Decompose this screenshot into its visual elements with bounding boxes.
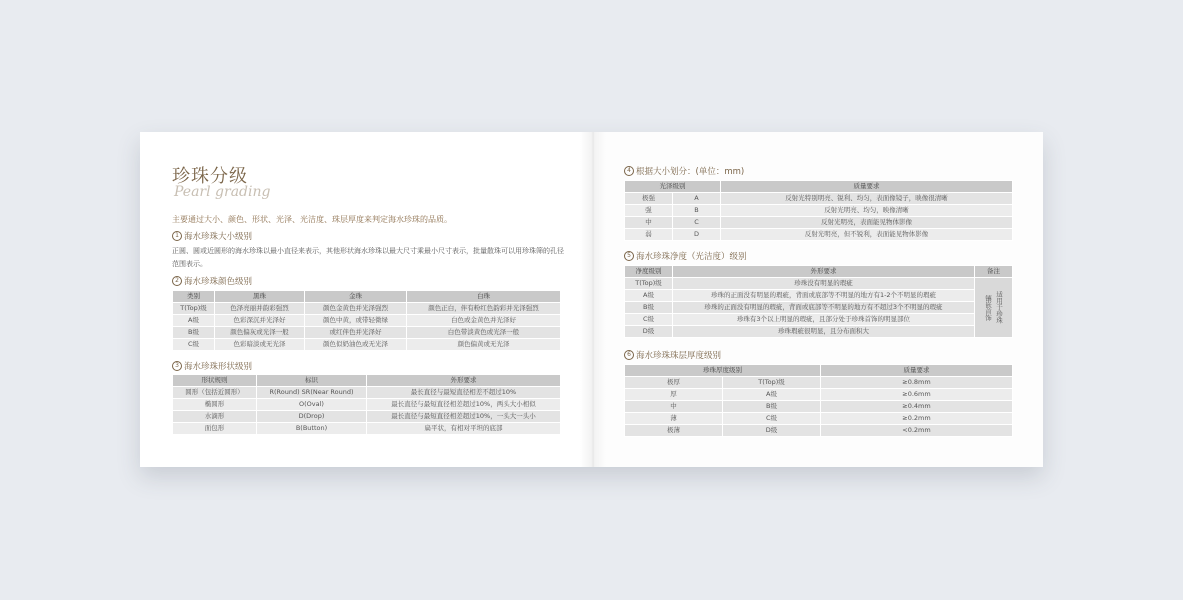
table-cell: 珍珠的正面没有明显的瑕疵，背面或底部等不明显的地方有不超过3个不明显的瑕疵	[673, 302, 975, 314]
table-header-cell: 形状规则	[173, 375, 257, 387]
circled-number: 6	[624, 350, 634, 360]
remark-text: 镶嵌首饰	[984, 294, 992, 321]
table-cell: 珍珠有3个以上明显的瑕疵，且部分处于珍珠首饰的明显部位	[673, 314, 975, 326]
table-cell: 最长直径与最短直径相差超过10%，两头大小相似	[367, 399, 561, 411]
table-cell: C	[673, 217, 721, 229]
table-cell: 椭圆形	[173, 399, 257, 411]
circled-number: 1	[172, 231, 182, 241]
table-cell: D	[673, 229, 721, 241]
table-cell: 水滴形	[173, 411, 257, 423]
table-row	[173, 315, 561, 327]
table-header-cell: 外形要求	[673, 266, 975, 278]
right-page	[593, 132, 1043, 467]
table-cell: 色彩深沉并光泽好	[215, 315, 305, 327]
table-cell: 极厚	[625, 377, 723, 389]
thickness-grade-table	[624, 364, 1013, 437]
table-cell: B级	[173, 327, 215, 339]
table-row	[625, 314, 1013, 326]
table-cell: 圆形（包括近圆形）	[173, 387, 257, 399]
table-cell: 厚	[625, 389, 723, 401]
section-title: 海水珍珠形状级别	[184, 362, 253, 372]
table-cell: ≥0.4mm	[821, 401, 1013, 413]
table-cell: C级	[173, 339, 215, 351]
table-cell: T(Top)级	[173, 303, 215, 315]
table-header-cell: 备注	[975, 266, 1013, 278]
table-row	[625, 217, 1013, 229]
table-row	[173, 411, 561, 423]
table-row	[625, 389, 1013, 401]
table-cell: 白色带淡黄色或光泽一般	[407, 327, 561, 339]
table-cell: 反射光明亮，但不锐利，表面能见物体影像	[721, 229, 1013, 241]
clarity-grade-table	[624, 265, 1013, 338]
remark-text: 适用于珍珠	[995, 291, 1003, 324]
table-cell: D(Drop)	[257, 411, 367, 423]
table-cell: ≥0.8mm	[821, 377, 1013, 389]
table-row	[625, 326, 1013, 338]
left-page	[140, 132, 593, 467]
section-title: 海水珍珠珠层厚度级别	[636, 351, 722, 361]
table-header-cell: 白珠	[407, 291, 561, 303]
table-row	[625, 302, 1013, 314]
luster-grade-table	[624, 180, 1013, 241]
table-cell: 极强	[625, 193, 673, 205]
table-row	[625, 377, 1013, 389]
table-cell: 色彩暗淡或无光泽	[215, 339, 305, 351]
table-row	[625, 193, 1013, 205]
table-cell: B	[673, 205, 721, 217]
table-row	[625, 413, 1013, 425]
table-cell: 珍珠的正面没有明显的瑕疵，背面或底部等不明显的地方有1-2个不明显的瑕疵	[673, 290, 975, 302]
table-cell: T(Top)级	[723, 377, 821, 389]
table-cell: 颜色金黄色并光泽强烈	[305, 303, 407, 315]
table-cell: 反射光特别明亮、锐利、均匀，表面像镜子，映像很清晰	[721, 193, 1013, 205]
table-row	[625, 278, 1013, 290]
table-header-cell: 光泽级别	[625, 181, 721, 193]
table-cell: 薄	[625, 413, 723, 425]
table-row	[625, 401, 1013, 413]
table-cell: 弱	[625, 229, 673, 241]
table-cell: C级	[625, 314, 673, 326]
table-header-cell: 类别	[173, 291, 215, 303]
table-cell: 或红伴色并光泽好	[305, 327, 407, 339]
section-title: 根据大小划分：(单位：mm)	[636, 167, 745, 177]
table-row	[625, 290, 1013, 302]
intro-text: 主要通过大小、颜色、形状、光泽、光洁度、珠层厚度来判定海水珍珠的品质。	[172, 215, 452, 224]
table-cell: B(Button)	[257, 423, 367, 435]
section-title: 海水珍珠大小级别	[184, 232, 253, 242]
table-cell: D级	[723, 425, 821, 437]
table-cell: A级	[173, 315, 215, 327]
table-cell: 颜色似奶油色或无光泽	[305, 339, 407, 351]
table-cell: 中	[625, 217, 673, 229]
table-row	[173, 399, 561, 411]
table-cell: 颜色偏灰或光泽一般	[215, 327, 305, 339]
table-cell: 珍珠没有明显的瑕疵	[673, 278, 975, 290]
table-cell: 白色或金黄色并光泽好	[407, 315, 561, 327]
section-heading-clarity	[624, 250, 747, 262]
table-cell: 最长直径与最短直径相差不超过10%	[367, 387, 561, 399]
table-row	[173, 423, 561, 435]
table-header-row	[173, 375, 561, 387]
brochure-spread	[140, 132, 1043, 467]
table-row	[625, 229, 1013, 241]
table-cell: O(Oval)	[257, 399, 367, 411]
table-cell: 颜色正白，伴有粉红色韵彩并光泽强烈	[407, 303, 561, 315]
table-row	[173, 339, 561, 351]
section-heading-shape	[172, 360, 252, 372]
table-cell: A级	[723, 389, 821, 401]
circled-number: 2	[172, 276, 182, 286]
table-cell: D级	[625, 326, 673, 338]
circled-number: 4	[624, 166, 634, 176]
table-header-cell: 质量要求	[721, 181, 1013, 193]
table-cell: 色泽亮丽并韵彩强烈	[215, 303, 305, 315]
table-header-cell: 外形要求	[367, 375, 561, 387]
table-cell: 极薄	[625, 425, 723, 437]
table-header-cell: 黑珠	[215, 291, 305, 303]
table-header-row	[625, 266, 1013, 278]
table-cell: A	[673, 193, 721, 205]
table-header-cell: 珍珠厚度级别	[625, 365, 821, 377]
table-cell: 反射光明亮，表面能见物体影像	[721, 217, 1013, 229]
table-cell: 颜色中黄，或带轻微绿	[305, 315, 407, 327]
table-header-row	[625, 181, 1013, 193]
table-cell: 颜色偏黄或无光泽	[407, 339, 561, 351]
section-heading-thickness	[624, 349, 721, 361]
table-cell: C级	[723, 413, 821, 425]
table-header-row	[173, 291, 561, 303]
table-cell: ≥0.6mm	[821, 389, 1013, 401]
table-cell: 反射光明亮、均匀，映像清晰	[721, 205, 1013, 217]
table-cell: B级	[625, 302, 673, 314]
table-header-cell: 净度级别	[625, 266, 673, 278]
table-header-cell: 质量要求	[821, 365, 1013, 377]
table-row	[625, 425, 1013, 437]
shape-grade-table	[172, 374, 561, 435]
table-cell: 扁平状，有相对平坦的底部	[367, 423, 561, 435]
page-subtitle-english: Pearl grading	[174, 184, 271, 200]
section-heading-color	[172, 275, 252, 287]
table-row	[173, 387, 561, 399]
color-grade-table	[172, 290, 561, 351]
table-cell: 珍珠瑕疵很明显，且分布面积大	[673, 326, 975, 338]
table-cell: T(Top)级	[625, 278, 673, 290]
table-cell: 最长直径与最短直径相差超过10%，一头大一头小	[367, 411, 561, 423]
table-cell: 中	[625, 401, 723, 413]
table-cell: <0.2mm	[821, 425, 1013, 437]
table-cell: 强	[625, 205, 673, 217]
table-cell: A级	[625, 290, 673, 302]
circled-number: 3	[172, 361, 182, 371]
section-heading-luster	[624, 165, 744, 177]
table-cell: R(Round) SR(Near Round)	[257, 387, 367, 399]
table-cell: B级	[723, 401, 821, 413]
size-description: 正圆、圆或近圆形的海水珍珠以最小直径来表示，其他形状海水珍珠以最大尺寸乘最小尺寸表示，批量散珠可以用珍珠筛的孔径范围表示。	[172, 247, 564, 268]
circled-number: 5	[624, 251, 634, 261]
section-title: 海水珍珠颜色级别	[184, 277, 253, 287]
table-header-cell: 标识	[257, 375, 367, 387]
page-title: 珍珠分级	[172, 166, 248, 187]
table-row	[173, 303, 561, 315]
table-cell: ≥0.2mm	[821, 413, 1013, 425]
table-cell: 面包形	[173, 423, 257, 435]
table-header-cell: 金珠	[305, 291, 407, 303]
table-row	[625, 205, 1013, 217]
section-title: 海水珍珠净度（光洁度）级别	[636, 252, 747, 262]
remark-cell	[975, 278, 1013, 338]
table-header-row	[625, 365, 1013, 377]
table-row	[173, 327, 561, 339]
section-heading-size	[172, 230, 252, 242]
